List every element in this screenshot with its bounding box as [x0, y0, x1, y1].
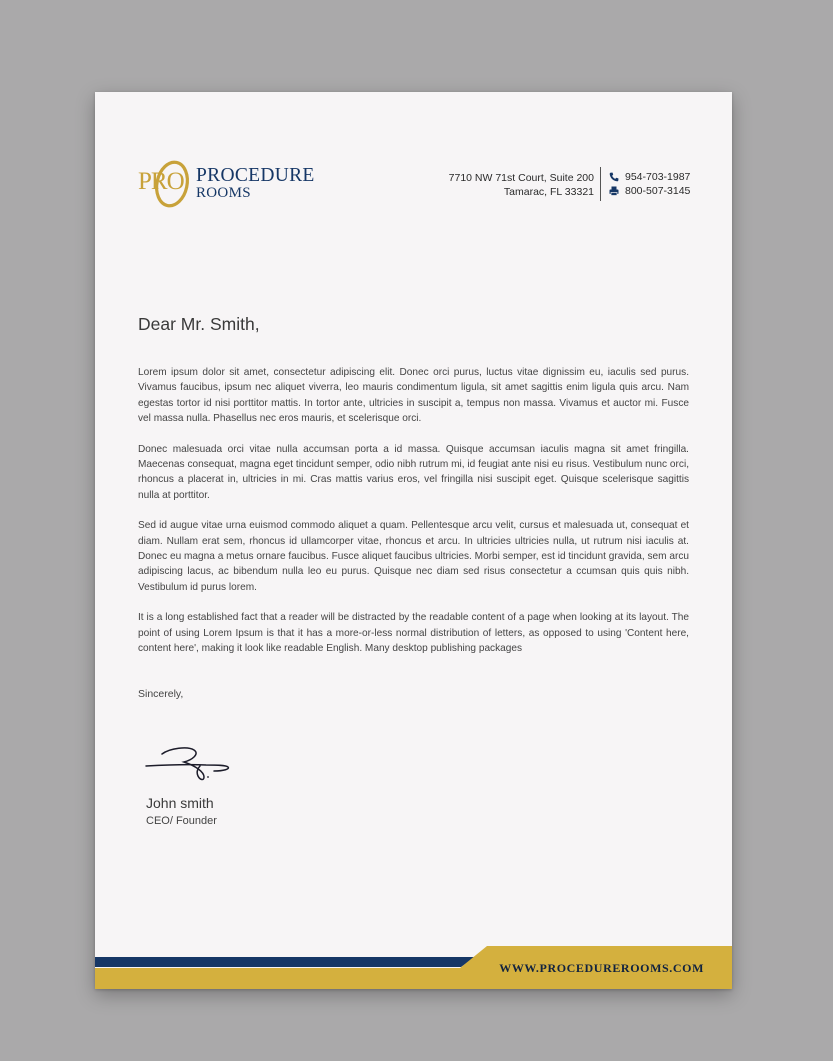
letterhead-page — [95, 92, 732, 989]
signature-image — [144, 742, 234, 782]
address-line-2: Tamarac, FL 33321 — [503, 186, 594, 198]
header-divider — [600, 167, 601, 201]
footer-navy-stripe — [95, 957, 475, 967]
letter-greeting: Dear Mr. Smith, — [138, 314, 260, 334]
signer-title: CEO/ Founder — [146, 815, 217, 827]
company-logo — [138, 158, 315, 210]
company-address — [449, 171, 594, 199]
address-line-1: 7710 NW 71st Court, Suite 200 — [448, 172, 594, 184]
letter-body — [138, 365, 689, 672]
fax-row — [609, 184, 690, 198]
logo-procedure-text: PROCEDURE — [196, 165, 315, 186]
paragraph-3: Sed id augue vitae urna euismod commodo aliquet a quam. Pellentesque arcu velit, cursus et malesuada ut, consequat et diam. Nullam erat sem, rhoncus id ullamcorper vitae, rhoncus et arcu. In ultricies ultricies nulla, ut rutrum nisi iaculis at. Donec eu magna a metus ornare faucibus. Fusce aliquet faucibus ultricies. Morbi semper, est id tincidunt gravida, sem arcu adipiscing lacus, ac bibendum nulla leo eu purus. Quisque nec diam sed risus consectetur a ccumsan quis quis nibh. Vestibulum id purus lorem. — [138, 520, 689, 593]
paragraph-2: Donec malesuada orci vitae nulla accumsan porta a id massa. Quisque accumsan iaculis magna sit amet fringilla. Maecenas consequat, magna eget tincidunt semper, odio nibh rutrum mi, id feugiat ante nisi eu risus. Vestibulum nunc orci, rhoncus a placerat in, ultricies in mi. Cras mattis varius eros, vel fringilla nisi suscipit eget. Quisque scelerisque sagittis nulla at porttitor. — [138, 443, 689, 501]
paragraph-1: Lorem ipsum dolor sit amet, consectetur adipiscing elit. Donec orci purus, luctus vitae dignissim eu, iaculis sed purus. Vivamus faucibus, ipsum nec aliquet viverra, leo mauris condimentum ligula, sit amet sagittis enim ligula quis arcu. Nam egestas tortor id nisi porttitor mattis. In tortor ante, ultricies in suscipit a, tempus non massa. Vivamus et auctor mi. Fusce vel massa nulla. Phasellus nec eros mauris, et scelerisque orci. — [138, 367, 689, 425]
letter-closing: Sincerely, — [138, 688, 184, 700]
logo-rooms-text: ROOMS — [196, 185, 251, 201]
paragraph-4: It is a long established fact that a reader will be distracted by the readable content of a page when looking at its layout. The point of using Lorem Ipsum is that it has a more-or-less normal distribution of letters, as opposed to using 'Content here, content here', making it look like readable English. Many desktop publishing packages — [138, 612, 689, 655]
fax-icon — [609, 186, 619, 196]
website-link[interactable]: WWW.PROCEDUREROOMS.COM — [499, 961, 704, 975]
phone-icon — [609, 172, 619, 182]
contact-info — [609, 170, 690, 198]
phone-number: 954-703-1987 — [625, 171, 691, 183]
logo-pro-text: PRO — [138, 168, 184, 195]
phone-row — [609, 170, 690, 184]
signer-name: John smith — [146, 795, 214, 811]
fax-number: 800-507-3145 — [625, 185, 691, 197]
